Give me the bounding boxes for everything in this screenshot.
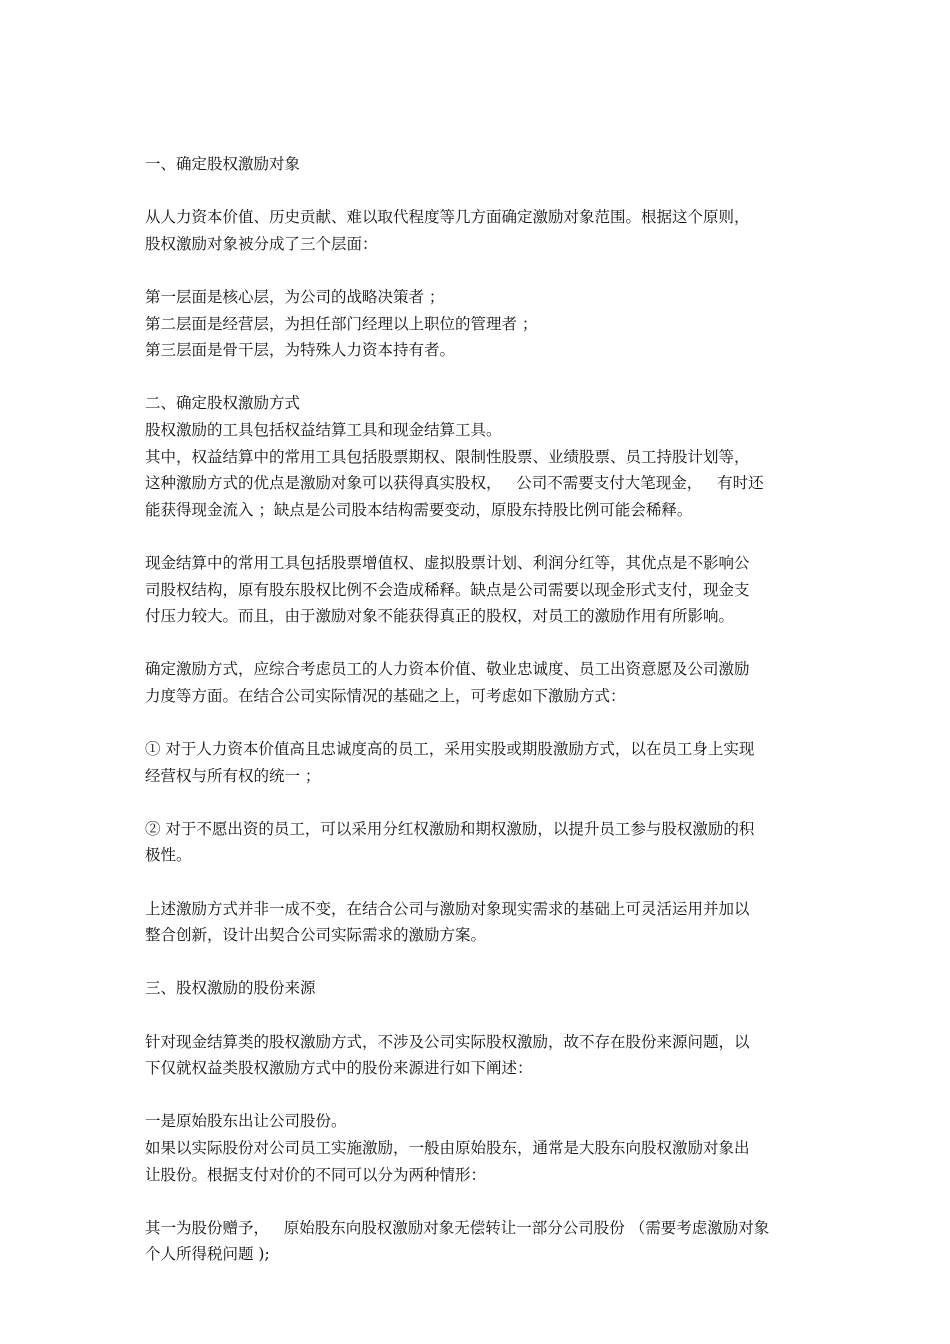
paragraph-method-2 — [145, 816, 810, 869]
paragraph-section-2 — [145, 390, 810, 523]
text-line: 力度等方面。在结合公司实际情况的基础之上，可考虑如下激励方式： — [145, 686, 626, 705]
heading-section-3 — [145, 975, 810, 1002]
text-line: 如果以实际股份对公司员工实施激励，一般由原始股东，通常是大股东向股权激励对象出 — [145, 1138, 750, 1157]
paragraph-method-1 — [145, 736, 810, 789]
text-line: 上述激励方式并非一成不变，在结合公司与激励对象现实需求的基础上可灵活运用并加以 — [145, 899, 750, 918]
text-line: 其一为股份赠予， 原始股东向股权激励对象无偿转让一部分公司股份 （需要考虑激励对象 — [145, 1218, 770, 1237]
paragraph-determine-method — [145, 656, 810, 709]
text-line: 极性。 — [145, 846, 192, 865]
text-line: 司股权结构，原有股东股权比例不会造成稀释。缺点是公司需要以现金形式支付，现金支 — [145, 580, 750, 599]
text-line: 其中，权益结算中的常用工具包括股票期权、限制性股票、业绩股票、员工持股计划等， — [145, 447, 750, 466]
paragraph-original-shareholder — [145, 1108, 810, 1188]
text-line: 下仅就权益类股权激励方式中的股份来源进行如下阐述： — [145, 1059, 533, 1078]
text-line: 针对现金结算类的股权激励方式，不涉及公司实际股权激励，故不存在股份来源问题，以 — [145, 1032, 750, 1051]
text-line: 第三层面是骨干层，为特殊人力资本持有者。 — [145, 341, 456, 360]
text-line: 一是原始股东出让公司股份。 — [145, 1112, 347, 1131]
text-line: 三、股权激励的股份来源 — [145, 979, 316, 998]
document-body — [145, 151, 810, 1268]
text-line: 股权激励的工具包括权益结算工具和现金结算工具。 — [145, 420, 502, 439]
text-line: 从人力资本价值、历史贡献、难以取代程度等几方面确定激励对象范围。根据这个原则， — [145, 208, 750, 227]
text-line: 第一层面是核心层，为公司的战略决策者 ； — [145, 287, 445, 306]
text-line: 经营权与所有权的统一 ； — [145, 766, 321, 785]
text-line: 付压力较大。而且，由于激励对象不能获得真正的股权，对员工的激励作用有所影响。 — [145, 607, 735, 626]
text-line: 整合创新，设计出契合公司实际需求的激励方案。 — [145, 926, 487, 945]
paragraph-flexible — [145, 896, 810, 949]
paragraph-share-gift — [145, 1215, 810, 1268]
text-line: 个人所得税问题 ); — [145, 1245, 270, 1264]
text-line: 让股份。根据支付对价的不同可以分为两种情形： — [145, 1165, 487, 1184]
heading-section-2: 二、确定股权激励方式 — [145, 394, 301, 413]
text-line: 现金结算中的常用工具包括股票增值权、虚拟股票计划、利润分红等，其优点是不影响公 — [145, 553, 750, 572]
text-line: ② 对于不愿出资的员工，可以采用分红权激励和期权激励，以提升员工参与股权激励的积 — [145, 819, 755, 838]
text-line: 确定激励方式，应综合考虑员工的人力资本价值、敬业忠诚度、员工出资意愿及公司激励 — [145, 660, 750, 679]
text-line: 这种激励方式的优点是激励对象可以获得真实股权， 公司不需要支付大笔现金， 有时还 — [145, 474, 764, 493]
paragraph-levels — [145, 284, 810, 364]
text-line: 能获得现金流入 ；缺点是公司股本结构需要变动，原股东持股比例可能会稀释。 — [145, 500, 693, 519]
text-line: 一、确定股权激励对象 — [145, 155, 301, 173]
paragraph-share-source — [145, 1029, 810, 1082]
paragraph-cash-settlement — [145, 550, 810, 630]
text-line: 股权激励对象被分成了三个层面： — [145, 234, 378, 253]
heading-section-1 — [145, 151, 810, 178]
paragraph-scope — [145, 204, 810, 257]
text-line: ① 对于人力资本价值高且忠诚度高的员工，采用实股或期股激励方式，以在员工身上实现 — [145, 740, 755, 759]
text-line: 第二层面是经营层，为担任部门经理以上职位的管理者 ； — [145, 314, 538, 333]
